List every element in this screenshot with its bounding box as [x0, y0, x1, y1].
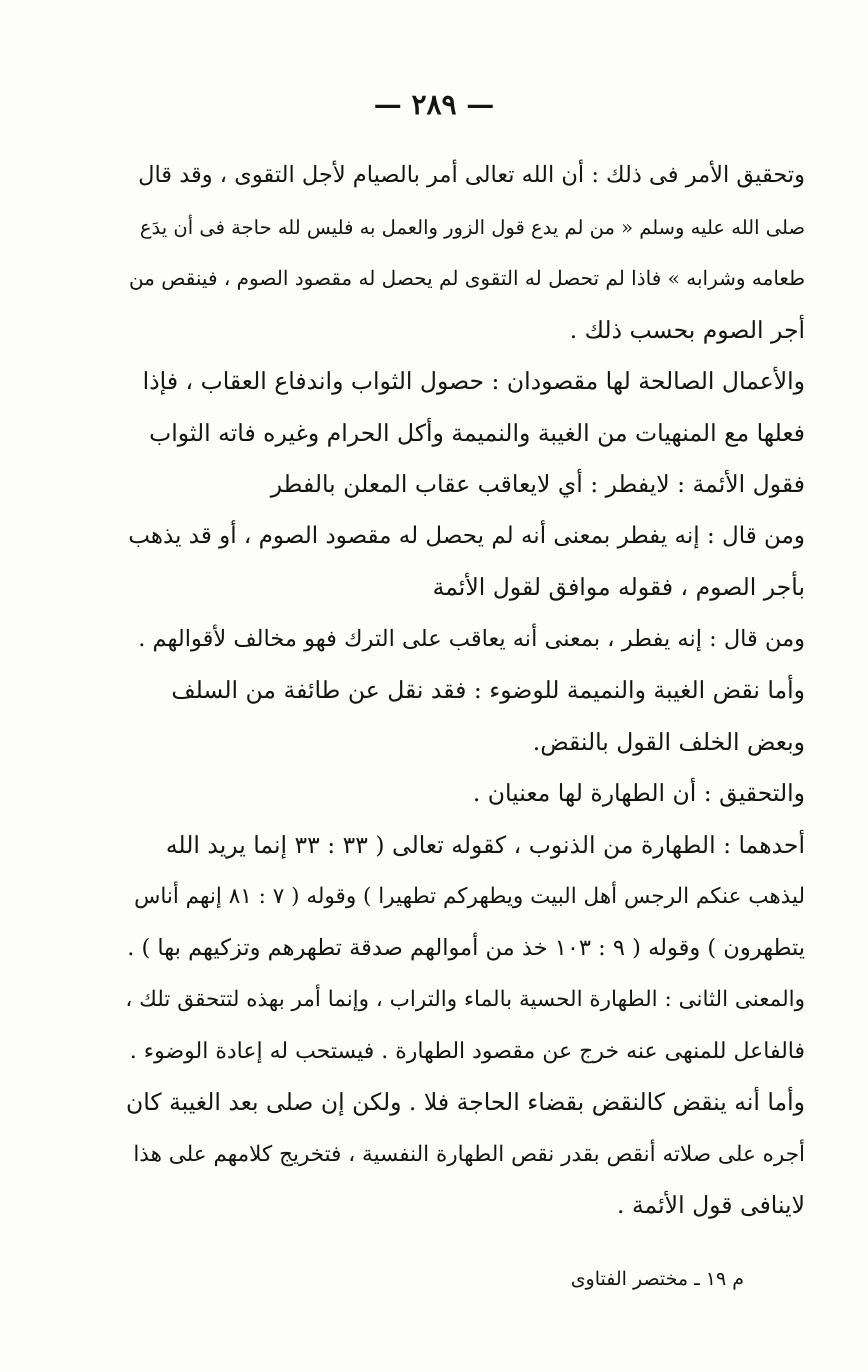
text-line: ومن قال : إنه يفطر بمعنى أنه لم يحصل له مقصود الصوم ، أو قد يذهب	[128, 522, 805, 549]
text-line: فالفاعل للمنهى عنه خرج عن مقصود الطهارة . فيستحب له إعادة الوضوء .	[129, 1038, 805, 1064]
page-number: — ٢٨٩ —	[373, 88, 495, 121]
text-line: لاينافى قول الأئمة .	[617, 1191, 805, 1219]
text-line: يتطهرون ) وقوله ( ٩ : ١٠٣ خذ من أموالهم صدقة تطهرهم وتزكيهم بها ) .	[127, 934, 805, 961]
text-line: بأجر الصوم ، فقوله موافق لقول الأئمة	[432, 573, 805, 601]
text-line: والتحقيق : أن الطهارة لها معنيان .	[472, 779, 805, 807]
text-line: فعلها مع المنهيات من الغيبة والنميمة وأكل الحرام وغيره فاته الثواب	[149, 418, 805, 447]
body-text	[125, 150, 805, 1232]
text-line: أحدهما : الطهارة من الذنوب ، كقوله تعالى ( ٣٣ : ٣٣ إنما يريد الله	[165, 830, 805, 859]
text-line: صلى الله عليه وسلم « من لم يدع قول الزور والعمل به فليس لله حاجة فى أن يدَع	[139, 215, 805, 239]
text-line: والأعمال الصالحة لها مقصودان : حصول الثواب واندفاع العقاب ، فإذا	[142, 367, 805, 395]
footer-signature: م ١٩ ـ مختصر الفتاوى	[570, 1268, 744, 1290]
text-line: فقول الأئمة : لايفطر : أي لايعاقب عقاب المعلن بالفطر	[270, 470, 805, 498]
text-line: وتحقيق الأمر فى ذلك : أن الله تعالى أمر بالصيام لأجل التقوى ، وقد قال	[138, 162, 805, 188]
text-line: طعامه وشرابه » فاذا لم تحصل له التقوى لم يحصل له مقصود الصوم ، فينقص من	[128, 266, 805, 290]
text-line: أجره على صلاته أنقص بقدر نقص الطهارة النفسية ، فتخريج كلامهم على هذا	[133, 1141, 805, 1167]
text-line: والمعنى الثانى : الطهارة الحسية بالماء والتراب ، وإنما أمر بهذه لتتحقق تلك ،	[125, 987, 805, 1012]
text-line: ليذهب عنكم الرجس أهل البيت ويطهركم تطهيرا ) وقوله ( ٧ : ٨١ إنهم أناس	[134, 884, 805, 909]
text-line: وأما نقض الغيبة والنميمة للوضوء : فقد نقل عن طائفة من السلف	[171, 676, 805, 704]
text-line: وأما أنه ينقض كالنقض بقضاء الحاجة فلا . ولكن إن صلى بعد الغيبة كان	[126, 1088, 805, 1116]
text-line: وبعض الخلف القول بالنقض.	[532, 727, 805, 756]
text-line: أجر الصوم بحسب ذلك .	[569, 315, 805, 344]
text-line: ومن قال : إنه يفطر ، بمعنى أنه يعاقب على الترك فهو مخالف لأقوالهم .	[138, 625, 805, 652]
